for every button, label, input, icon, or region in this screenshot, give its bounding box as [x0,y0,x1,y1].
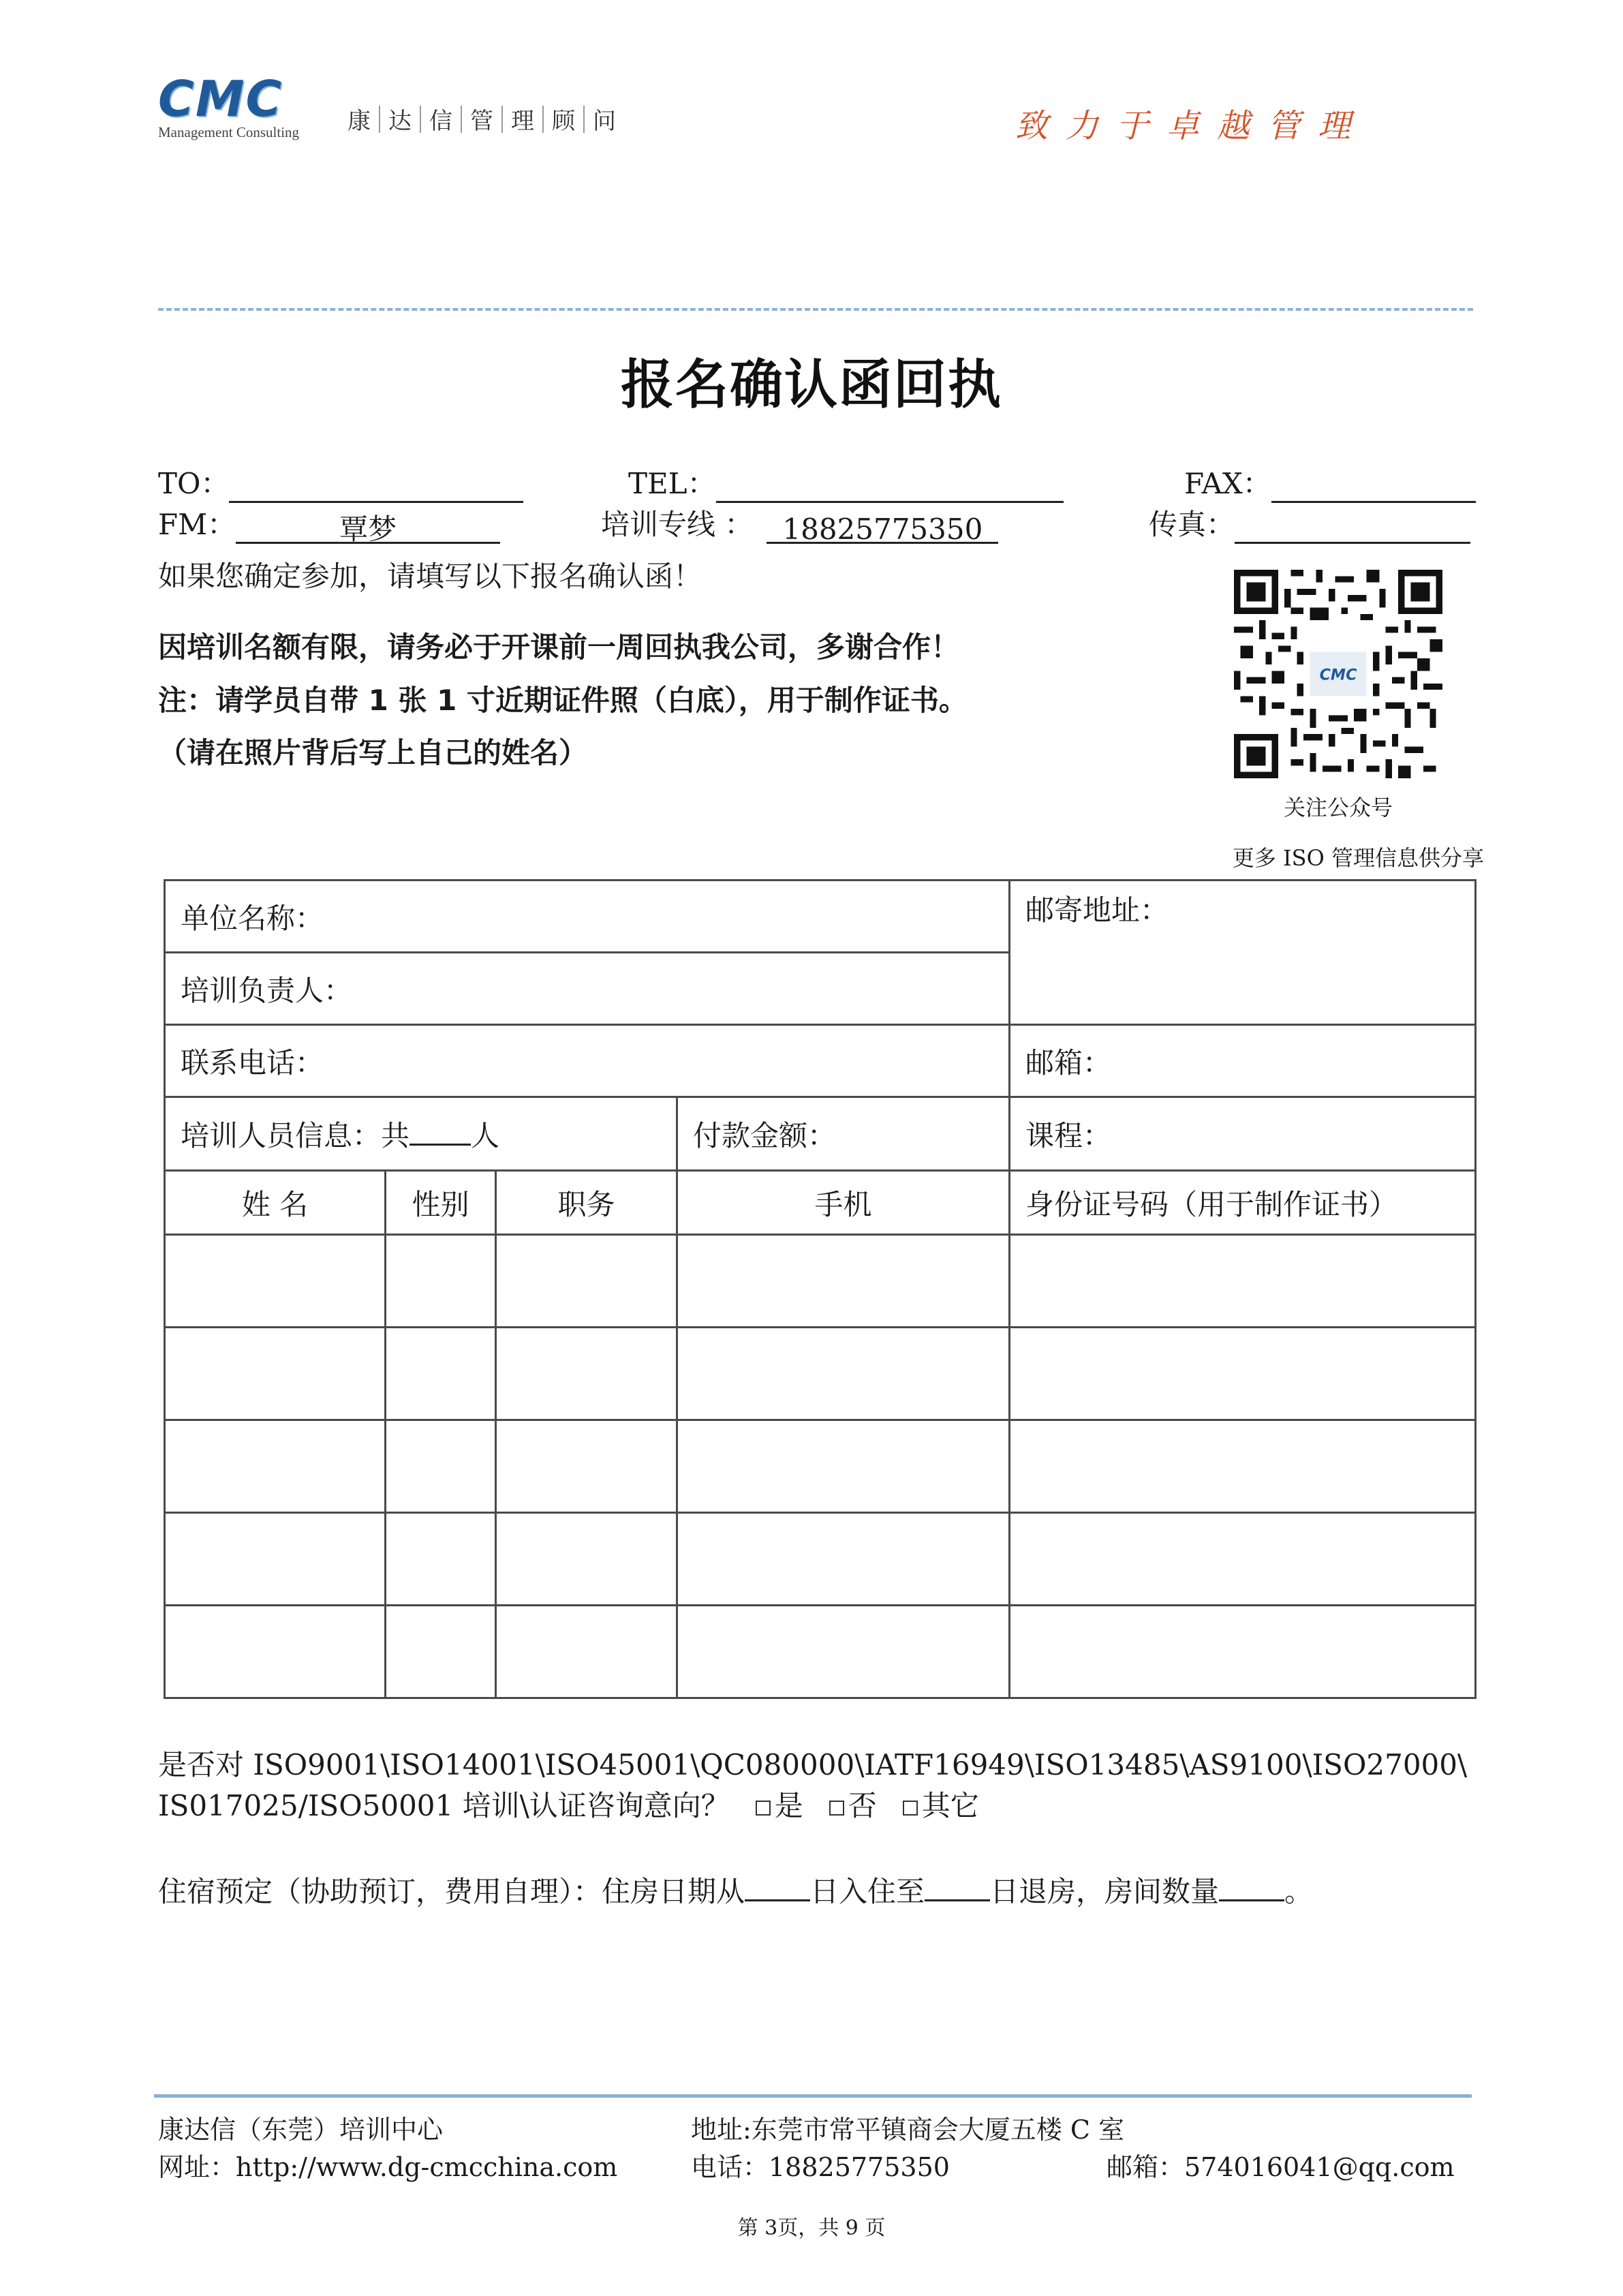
col-name-header: 姓 名 [165,1171,386,1235]
room-count-blank[interactable] [1219,1872,1284,1901]
course-cell[interactable]: 课程： [1010,1097,1476,1171]
to-blank[interactable] [229,470,523,503]
id-cell[interactable] [1010,1328,1476,1420]
lodging-text-4: 。 [1284,1875,1314,1908]
to-field [158,465,523,503]
chuanzhen-blank[interactable] [1235,510,1470,544]
footer-email[interactable]: 邮箱：574016041@qq.com [1107,2152,1455,2182]
mailing-address-cell[interactable]: 邮寄地址： [1010,881,1476,1025]
lodging-text-1: 住宿预定（协助预订，费用自理）：住房日期从 [158,1875,745,1908]
deadline-note: 因培训名额有限，请务必于开课前一周回执我公司，多谢合作！ [158,630,960,664]
company-name-char: 理 [511,108,534,135]
lodging-text-2: 日入住至 [810,1875,925,1908]
trainee-count-cell[interactable] [165,1097,677,1171]
fax-label: FAX： [1184,467,1271,500]
col-position-header: 职务 [496,1171,677,1235]
company-name-cell[interactable]: 单位名称： [165,881,1010,953]
lodging-text-3: 日退房，房间数量 [990,1875,1220,1908]
iso-question-line1: 是否对 ISO9001\ISO14001\ISO45001\QC080000\IATF16949\ISO13485\AS9100\ISO27000\ [158,1748,1468,1781]
training-lead-cell[interactable]: 培训负责人： [165,953,1010,1025]
hotline-value[interactable]: 18825775350 [767,510,998,544]
position-cell[interactable] [496,1328,677,1420]
checkout-date-blank[interactable] [925,1872,990,1901]
name-cell[interactable] [165,1513,386,1606]
checkin-date-blank[interactable] [745,1872,810,1901]
trainee-count-prefix: 培训人员信息：共 [181,1118,410,1152]
email-cell[interactable]: 邮箱： [1010,1025,1476,1097]
table-row [165,1513,1476,1606]
qr-subcaption: 更多 ISO 管理信息供分享 [1232,845,1484,871]
yes-label: 是 [774,1789,803,1822]
gender-cell[interactable] [386,1606,496,1698]
company-name-char: 问 [593,108,616,135]
tel-field [628,465,1064,503]
hotline-field [601,506,998,544]
document-title: 报名确认函回执 [620,354,1002,416]
position-cell[interactable] [496,1235,677,1328]
photo-note: 注：请学员自带 1 张 1 寸近期证件照（白底），用于制作证书。 [158,684,968,717]
other-checkbox[interactable] [903,1801,918,1816]
slogan: 致力于卓越管理 [1015,107,1369,145]
position-cell[interactable] [496,1606,677,1698]
position-cell[interactable] [496,1420,677,1513]
trainee-count-suffix: 人 [471,1118,500,1152]
table-row [165,1097,1476,1171]
mobile-cell[interactable] [677,1328,1010,1420]
company-name-char: 顾 [552,108,575,135]
tel-label: TEL： [628,467,716,500]
footer-center-name: 康达信（东莞）培训中心 [158,2115,444,2145]
mobile-cell[interactable] [677,1235,1010,1328]
iso-question-line2 [158,1786,979,1826]
position-cell[interactable] [496,1513,677,1606]
company-logo [158,70,322,142]
page-number: 第 3页，共 9 页 [737,2216,886,2240]
intro-note: 如果您确定参加，请填写以下报名确认函！ [158,560,702,593]
registration-table [164,879,1477,1699]
fax-blank[interactable] [1271,470,1476,503]
qr-code [1229,570,1447,778]
name-cell[interactable] [165,1328,386,1420]
iso-question-text: IS017025/ISO50001 培训\认证咨询意向？ [158,1789,730,1822]
id-cell[interactable] [1010,1420,1476,1513]
fm-value[interactable]: 覃梦 [236,510,500,544]
name-cell[interactable] [165,1606,386,1698]
fax-field [1184,465,1476,503]
payment-cell[interactable]: 付款金额： [677,1097,1010,1171]
to-label: TO： [158,467,230,500]
gender-cell[interactable] [386,1235,496,1328]
fm-label: FM： [158,508,236,541]
yes-checkbox[interactable] [756,1801,771,1816]
lodging-line [158,1871,1313,1912]
chuanzhen-field [1149,506,1470,544]
id-cell[interactable] [1010,1513,1476,1606]
table-row [165,1328,1476,1420]
qr-caption: 关注公众号 [1283,795,1393,821]
mobile-cell[interactable] [677,1420,1010,1513]
photo-name-note: （请在照片背后写上自己的姓名） [158,736,588,769]
footer-website[interactable]: 网址：http://www.dg-cmcchina.com [158,2152,618,2182]
gender-cell[interactable] [386,1328,496,1420]
table-row [165,1606,1476,1698]
tel-blank[interactable] [716,470,1064,503]
other-label: 其它 [921,1789,979,1822]
logo-subtitle: Management Consulting [158,124,300,140]
company-name-char: 信 [429,108,452,135]
gender-cell[interactable] [386,1513,496,1606]
trainee-count-blank[interactable] [409,1116,471,1146]
header-divider [158,308,1473,311]
table-row [165,881,1476,953]
table-row [165,1025,1476,1097]
table-row [165,1420,1476,1513]
no-checkbox[interactable] [829,1801,844,1816]
col-gender-header: 性别 [386,1171,496,1235]
table-row [165,1235,1476,1328]
phone-cell[interactable]: 联系电话： [165,1025,1010,1097]
company-name-char: 康 [347,108,371,135]
id-cell[interactable] [1010,1235,1476,1328]
col-mobile-header: 手机 [677,1171,1010,1235]
gender-cell[interactable] [386,1420,496,1513]
company-name-char: 管 [470,108,493,135]
logo-mark: CMC [158,70,283,127]
company-name [339,102,624,136]
name-cell[interactable] [165,1235,386,1328]
fm-field [158,506,500,544]
company-name-char: 达 [388,108,412,135]
name-cell[interactable] [165,1420,386,1513]
table-header-row [165,1171,1476,1235]
mobile-cell[interactable] [677,1606,1010,1698]
hotline-label: 培训专线 ： [601,508,754,541]
no-label: 否 [848,1789,877,1822]
footer-address: 地址:东莞市常平镇商会大厦五楼 C 室 [691,2115,1125,2145]
col-id-header: 身份证号码（用于制作证书） [1010,1171,1476,1235]
qr-logo-text: CMC [1319,666,1357,684]
id-cell[interactable] [1010,1606,1476,1698]
footer-divider [154,2094,1472,2098]
chuanzhen-label: 传真： [1149,508,1235,541]
mobile-cell[interactable] [677,1513,1010,1606]
footer-phone: 电话：18825775350 [691,2152,950,2182]
